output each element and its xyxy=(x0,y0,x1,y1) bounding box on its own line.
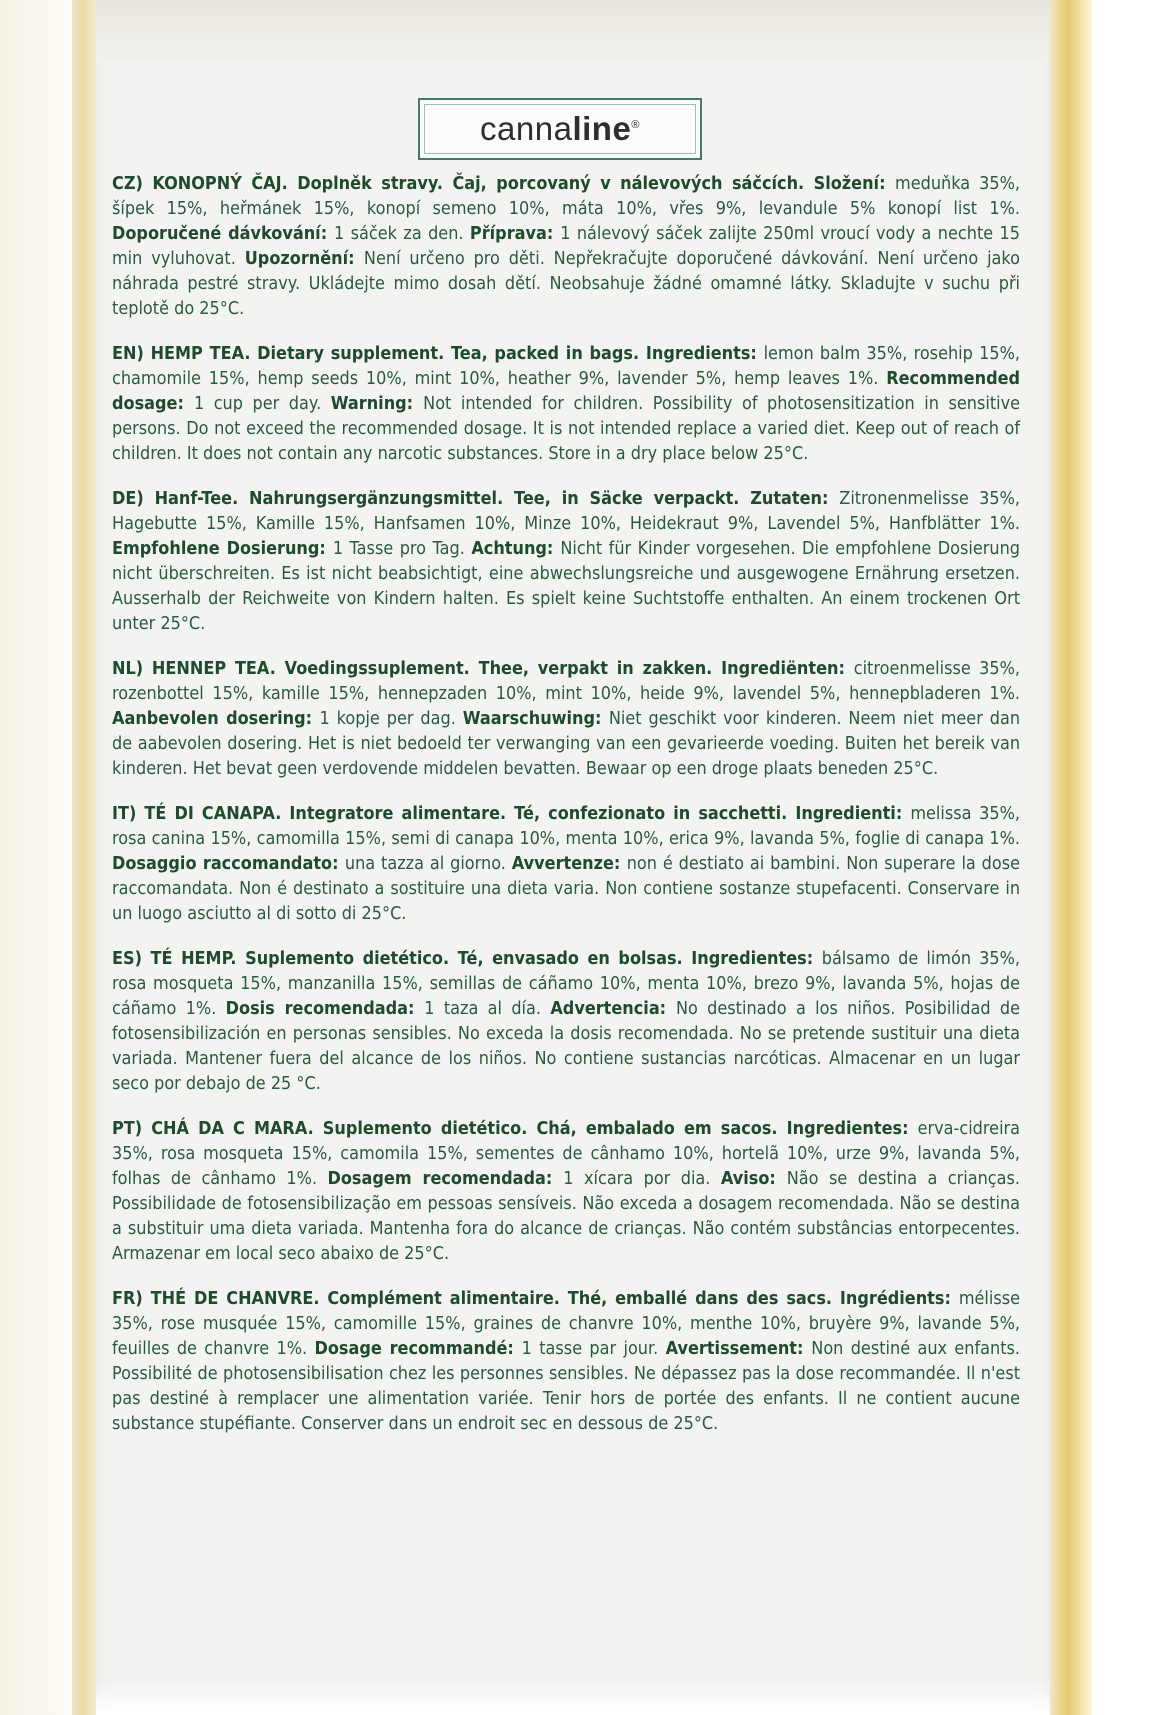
label-bold-text: Dosaggio raccomandato: xyxy=(112,854,345,874)
box-left-edge xyxy=(72,0,98,1715)
label-bold-text: FR) THÉ DE CHANVRE. Complément alimentaire. Thé, emballé dans des sacs. Ingrédients: xyxy=(112,1289,959,1309)
label-bold-text: Dosagem recomendada: xyxy=(327,1169,564,1189)
label-text: Není určeno pro děti. Nepřekračujte doporučené dávkování. Není určeno jako náhrada pestré stravy. Ukládejte mimo dosah dětí. Neobsahuje žádné omamné látky. Skladujte v suchu při teplotě do 25°C. xyxy=(112,249,1021,319)
label-text: Niet geschikt voor kinderen. Neem niet meer dan de aabevolen dosering. Het is niet bedoeld ter verwanging van een gevarieerde voeding. Buiten het bereik van kinderen. Het bevat geen verdovende middelen bevatten. Bewaar op een droge plaats beneden 25°C. xyxy=(112,709,1021,779)
label-text: 1 nálevový sáček zalijte 250ml vroucí vody a nechte 15 min vyluhovat. xyxy=(112,224,1021,269)
label-bold-text: Avvertenze: xyxy=(511,854,627,874)
label-section-es xyxy=(112,947,1020,1097)
box-top-flap xyxy=(96,0,1050,60)
bottom-fade xyxy=(96,1680,1050,1715)
label-bold-text: IT) TÉ DI CANAPA. Integratore alimentare. Té, confezionato in sacchetti. Ingredienti: xyxy=(112,804,911,824)
logo-registered-mark: ® xyxy=(631,119,640,131)
brand-logo xyxy=(480,110,640,148)
label-section-de xyxy=(112,487,1020,637)
label-text: 1 kopje per dag. xyxy=(319,709,463,729)
label-bold-text: ES) TÉ HEMP. Suplemento dietético. Té, envasado en bolsas. Ingredientes: xyxy=(112,949,822,969)
label-bold-text: Doporučené dávkování: xyxy=(112,224,335,244)
brand-logo-box xyxy=(418,98,702,160)
label-bold-text: Advertencia: xyxy=(550,999,676,1019)
label-bold-text: Waarschuwing: xyxy=(462,709,609,729)
label-bold-text: Upozornění: xyxy=(244,249,364,269)
label-section-nl xyxy=(112,657,1020,782)
label-bold-text: Příprava: xyxy=(469,224,561,244)
logo-suffix: line xyxy=(572,110,632,147)
label-paragraph xyxy=(112,802,1020,927)
box-right-edge xyxy=(1048,0,1092,1715)
label-bold-text: Empfohlene Dosierung: xyxy=(112,539,333,559)
label-bold-text: NL) HENNEP TEA. Voedingssuplement. Thee, verpakt in zakken. Ingrediënten: xyxy=(112,659,854,679)
label-section-pt xyxy=(112,1117,1020,1267)
label-bold-text: Aviso: xyxy=(720,1169,787,1189)
label-text: Not intended for children. Possibility of photosensitization in sensitive persons. Do not exceed the recommended dosage. It is not intended replace a varied diet. Keep out of reach of children. It does not contain any narcotic substances. Store in a dry place below 25°C. xyxy=(112,394,1021,464)
label-text: Non destiné aux enfants. Possibilité de photosensibilisation chez les personnes sensibles. Ne dépassez pas la dose recommandée. Il n'est pas destiné à remplacer une alimentation variée. Tenir hors de portée des enfants. Il ne contient aucune substance stupéfiante. Conserver dans un endroit sec en dessous de 25°C. xyxy=(112,1339,1021,1434)
label-text: Zitronenmelisse 35%, Hagebutte 15%, Kamille 15%, Hanfsamen 10%, Minze 10%, Heidekraut 9%, Lavendel 5%, Hanfblätter 1%. xyxy=(112,489,1021,534)
label-bold-text: Avertissement: xyxy=(665,1339,812,1359)
label-paragraph xyxy=(112,657,1020,782)
label-bold-text: Warning: xyxy=(330,394,424,414)
label-text: 1 xícara por dia. xyxy=(563,1169,721,1189)
label-text: Não se destina a crianças. Possibilidade de fotosensibilização em pessoas sensíveis. Não exceda a dosagem recomendada. Não se destina a substituir uma dieta variada. Mantenha fora do alcance de crianças. Não contém substâncias entorpecentes. Armazenar em local seco abaixo de 25°C. xyxy=(112,1169,1021,1264)
label-text: bálsamo de limón 35%, rosa mosqueta 15%, manzanilla 15%, semillas de cáñamo 10%, menta 10%, brezo 9%, lavanda 5%, hojas de cáñamo 1%. xyxy=(112,949,1021,1019)
label-bold-text: Aanbevolen dosering: xyxy=(112,709,320,729)
label-bold-text: EN) HEMP TEA. Dietary supplement. Tea, packed in bags. Ingredients: xyxy=(112,344,764,364)
label-text: meduňka 35%, šípek 15%, heřmánek 15%, konopí semeno 10%, máta 10%, vřes 9%, levandule 5% konopí list 1%. xyxy=(112,174,1021,219)
label-text: 1 Tasse pro Tag. xyxy=(332,539,472,559)
label-text: melissa 35%, rosa canina 15%, camomilla 15%, semi di canapa 10%, menta 10%, erica 9%, lavanda 5%, foglie di canapa 1%. xyxy=(112,804,1021,849)
label-text: lemon balm 35%, rosehip 15%, chamomile 15%, hemp seeds 10%, mint 10%, heather 9%, lavender 5%, hemp leaves 1%. xyxy=(112,344,1021,389)
label-bold-text: CZ) KONOPNÝ ČAJ. Doplněk stravy. Čaj, porcovaný v nálevových sáčcích. Složení: xyxy=(112,174,896,194)
label-paragraph xyxy=(112,487,1020,637)
multilingual-label-text xyxy=(112,172,1020,1457)
label-section-cz xyxy=(112,172,1020,322)
label-text: 1 taza al día. xyxy=(424,999,551,1019)
label-text: No destinado a los niños. Posibilidad de fotosensibilización en personas sensibles. No exceda la dosis recomendada. No se pretende sustituir una dieta variada. Mantener fuera del alcance de los niños. No contiene sustancias narcóticas. Almacenar en un lugar seco por debajo de 25 °C. xyxy=(112,999,1021,1094)
label-text: mélisse 35%, rose musquée 15%, camomille 15%, graines de chanvre 10%, menthe 10%, bruyère 9%, lavande 5%, feuilles de chanvre 1%. xyxy=(112,1289,1021,1359)
label-bold-text: PT) CHÁ DA C MARA. Suplemento dietético. Chá, embalado em sacos. Ingredientes: xyxy=(112,1119,918,1139)
label-bold-text: Recommended dosage: xyxy=(112,369,1021,414)
label-section-it xyxy=(112,802,1020,927)
label-paragraph xyxy=(112,1287,1020,1437)
label-section-en xyxy=(112,342,1020,467)
label-bold-text: Dosage recommandé: xyxy=(314,1339,522,1359)
label-text: citroenmelisse 35%, rozenbottel 15%, kamille 15%, hennepzaden 10%, mint 10%, heide 9%, lavendel 5%, hennepbladeren 1%. xyxy=(112,659,1021,704)
logo-prefix: canna xyxy=(480,110,573,147)
label-text: erva-cidreira 35%, rosa mosqueta 15%, camomila 15%, sementes de cânhamo 10%, hortelã 10%, urze 9%, lavanda 5%, folhas de cânhamo 1%. xyxy=(112,1119,1021,1189)
label-bold-text: DE) Hanf-Tee. Nahrungsergänzungsmittel. Tee, in Säcke verpackt. Zutaten: xyxy=(112,489,840,509)
label-paragraph xyxy=(112,342,1020,467)
label-text: Nicht für Kinder vorgesehen. Die empfohlene Dosierung nicht überschreiten. Es ist nicht beabsichtigt, eine abwechslungsreiche und ausgewogene Ernährung ersetzen. Ausserhalb der Reichweite von Kindern halten. Es spielt keine Suchtstoffe enthalten. An einem trockenen Ort unter 25°C. xyxy=(112,539,1021,634)
label-text: 1 sáček za den. xyxy=(334,224,470,244)
label-text: 1 cup per day. xyxy=(193,394,331,414)
label-section-fr xyxy=(112,1287,1020,1437)
label-bold-text: Dosis recomendada: xyxy=(225,999,425,1019)
label-text: 1 tasse par jour. xyxy=(521,1339,666,1359)
label-paragraph xyxy=(112,172,1020,322)
label-text: non é destiato ai bambini. Non superare la dose raccomandata. Non é destinato a sostituire una dieta varia. Non contiene sostanze stupefacenti. Conservare in un luogo asciutto al di sotto di 25°C. xyxy=(112,854,1021,924)
label-text: una tazza al giorno. xyxy=(344,854,512,874)
label-paragraph xyxy=(112,1117,1020,1267)
label-paragraph xyxy=(112,947,1020,1097)
label-bold-text: Achtung: xyxy=(471,539,561,559)
